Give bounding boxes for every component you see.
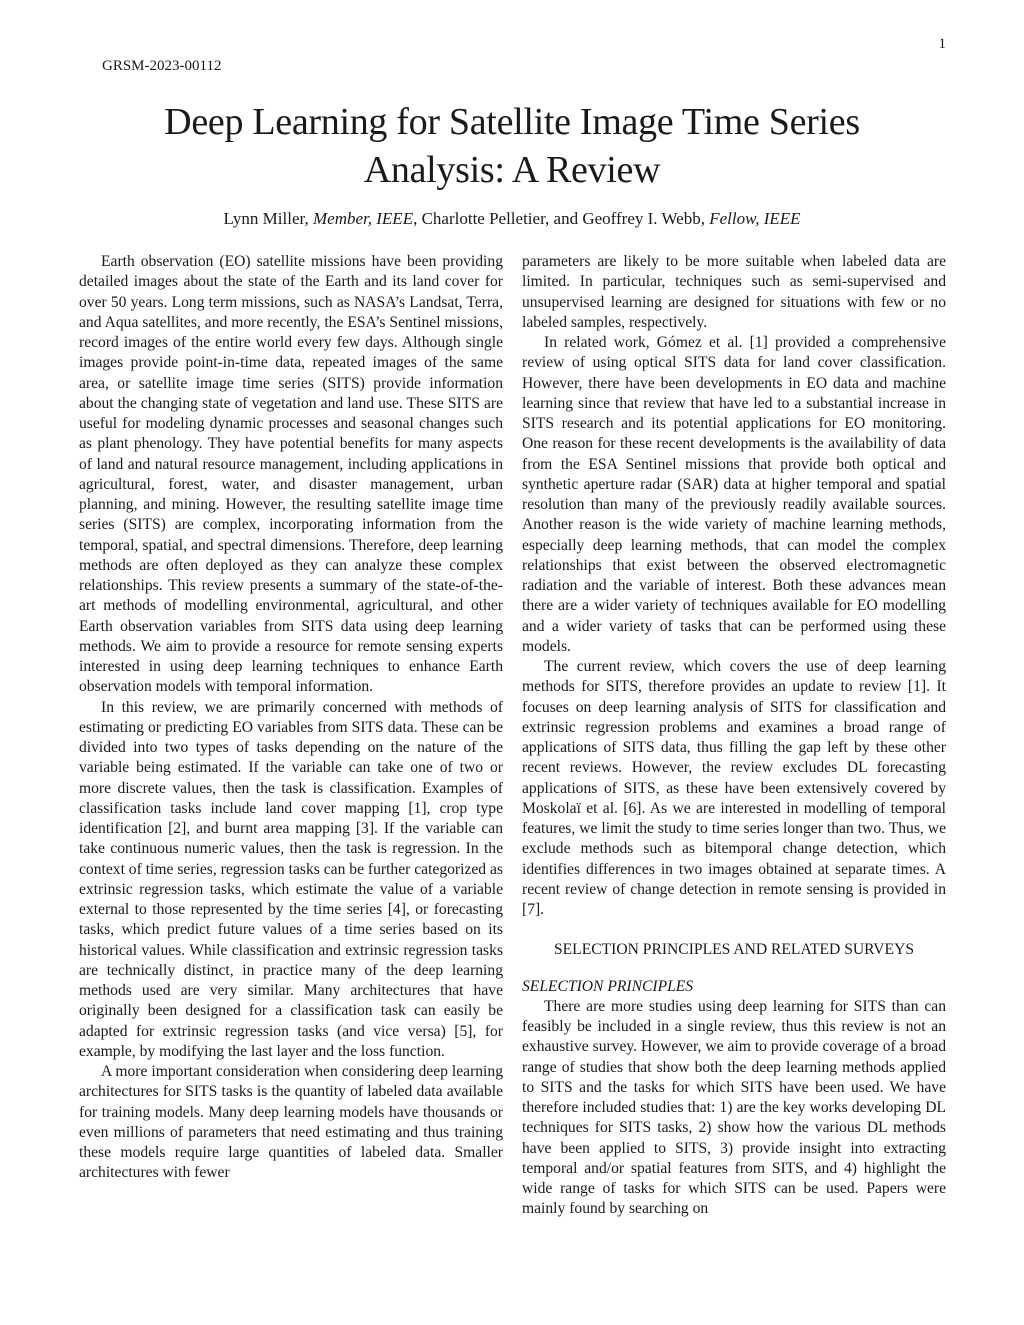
paragraph-current-review: The current review, which covers the use of deep learning methods for SITS, therefore provides an update to review [1]. It focuses on deep learning analysis of SITS for classification and extrinsic regression problems and examines a broad range of applications of SITS data, thus filling the gap left by these other recent reviews. However, the review excludes DL forecasting applications of SITS, as these have been extensively covered by Moskolaï et al. [6]. As we are interested in modelling of temporal features, we limit the study to time series longer than two. Thus, we exclude methods such as bitemporal change detection, which identifies differences in two images obtained at separate times. A recent review of change detection in remote sensing is provided in [7]. — [522, 658, 946, 918]
paragraph-tasks: In this review, we are primarily concerned with methods of estimating or predicting EO variables from SITS data. These can be divided into two types of tasks depending on the nature of the variable being estimated. If the variable can take one of two or more discrete values, then the task is classification. Examples of classification tasks include land cover mapping [1], crop type identification [2], and burnt area mapping [3]. If the variable can take continuous numeric values, then the task is regression. In the context of time series, regression tasks can be further categorized as extrinsic regression tasks, which estimate the value of a variable external to those represented by the time series [4], or forecasting tasks, which predict future values of a time series based on its historical values. While classification and extrinsic regression tasks are technically distinct, in practice many of the deep learning methods used are very similar. Many architectures that have originally been designed for a classification task can easily be adapted for extrinsic regression tasks (and vice versa) [5], for example, by modifying the last layer and the loss function. — [79, 698, 503, 1060]
paper-title — [0, 98, 1024, 194]
author-line — [0, 208, 1024, 230]
paragraph-continued: parameters are likely to be more suitable when labeled data are limited. In particular, techniques such as semi-supervised and unsupervised learning are designed for situations with few or no labeled samples, respectively. — [522, 253, 946, 331]
page-number: 1 — [938, 36, 946, 52]
paragraph-intro: Earth observation (EO) satellite missions have been providing detailed images about the state of the Earth and its land cover for over 50 years. Long term missions, such as NASA’s Landsat, Terra, and Aqua satellites, and more recently, the ESA’s Sentinel missions, record images of the entire world every few days. Although single images provide point-in-time data, repeated images of the same area, or satellite image time series (SITS) provide information about the changing state of vegetation and land use. These SITS are useful for modeling dynamic processes and seasonal changes such as plant phenology. They have potential benefits for many aspects of land and natural resource management, including applications in agricultural, forest, water, and disaster management, urban planning, and mining. However, the resulting satellite image time series (SITS) are complex, incorporating information from the temporal, spatial, and spectral dimensions. Therefore, deep learning methods are often deployed as they can analyze these complex relationships. This review presents a summary of the state-of-the-art methods of modelling environmental, agricultural, and other Earth observation variables from SITS data using deep learning methods. We aim to provide a resource for remote sensing experts interested in using deep learning techniques to enhance Earth observation models with temporal information. — [79, 253, 503, 696]
author-names-rest: , Charlotte Pelletier, and Geoffrey I. Webb, — [413, 209, 710, 228]
left-column — [79, 252, 503, 1184]
author-role-1: Member, IEEE — [313, 209, 414, 228]
author-name-1: Lynn Miller, — [223, 209, 313, 228]
section-heading: SELECTION PRINCIPLES AND RELATED SURVEYS — [553, 941, 915, 959]
paper-title-line-2: Analysis: A Review — [363, 149, 661, 191]
paragraph-labeled-data: A more important consideration when considering deep learning architectures for SITS tasks is the quantity of labeled data available for training models. Many deep learning models have thousands or even millions of parameters that need estimating and thus training these models require large quantities of labeled data. Smaller architectures with fewer — [79, 1063, 503, 1182]
subsection-heading: SELECTION PRINCIPLES — [522, 977, 694, 995]
author-role-2: Fellow, IEEE — [709, 209, 801, 228]
paper-title-line-1: Deep Learning for Satellite Image Time Series — [164, 101, 860, 143]
paragraph-selection: There are more studies using deep learning for SITS than can feasibly be included in a single review, thus this review is not an exhaustive survey. However, we aim to provide coverage of a broad range of studies that show both the deep learning methods applied to SITS and the tasks for which SITS have been used. We have therefore included studies that: 1) are the key works developing DL techniques for SITS tasks, 2) show how the various DL methods have been applied to SITS, 3) provide insight into extracting temporal and/or spatial features from SITS, and 4) highlight the wide range of tasks for which SITS can be used. Papers were mainly found by searching on — [522, 997, 946, 1218]
manuscript-id: GRSM-2023-00112 — [102, 58, 222, 74]
paragraph-related-work: In related work, Gómez et al. [1] provided a comprehensive review of using optical SITS data for land cover classification. However, there have been developments in EO data and machine learning since that review that have led to a substantial increase in SITS research and its potential applications for EO monitoring. One reason for these recent developments is the availability of data from the ESA Sentinel missions that provide both optical and synthetic aperture radar (SAR) data at higher temporal and spatial resolution than many of the previously readily available sources. Another reason is the wide variety of machine learning methods, especially deep learning methods, that can model the complex relationships that exist between the observed electromagnetic radiation and the variable of interest. Both these advances mean there are a wider variety of techniques available for EO modelling and a wider variety of tasks that can be performed using these models. — [522, 334, 946, 655]
right-column — [522, 252, 946, 1220]
